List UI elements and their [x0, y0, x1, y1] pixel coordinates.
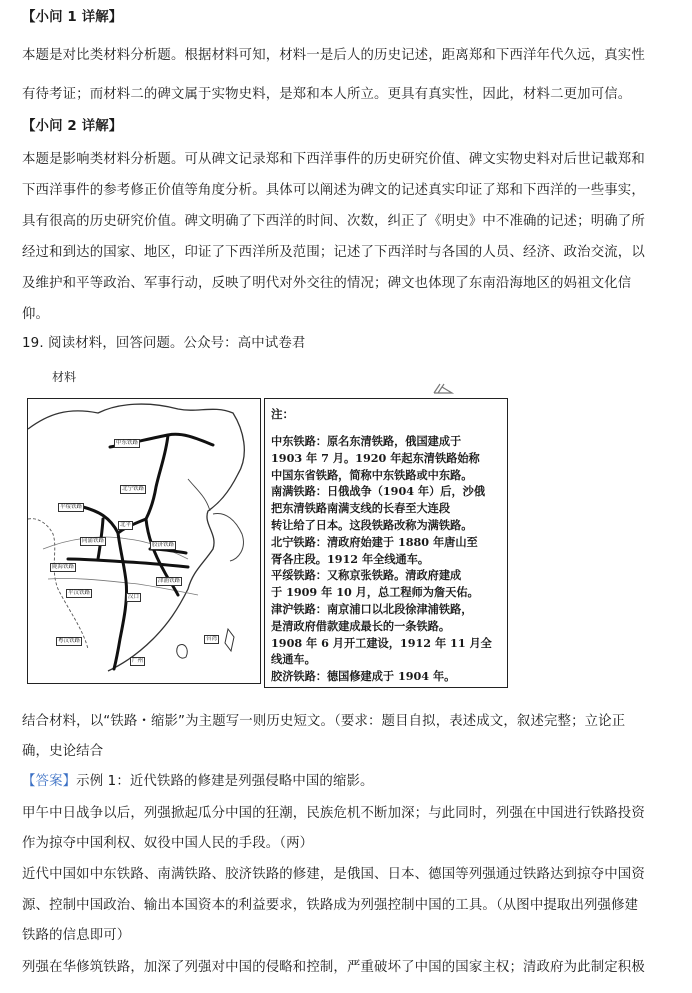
answer-line: 源、控制中国政治、输出本国资本的利益要求，铁路成为列强控制中国的工具。（从图中提取出列强修建 — [22, 898, 639, 913]
material-label: 材料 — [52, 370, 77, 384]
answer-first-line — [22, 772, 674, 792]
task-line: 结合材料，以“铁路・缩影”为主题写一则历史短文。（要求：题目自拟，表述成文，叙述完整；立论正 — [22, 714, 626, 729]
note-line: 1908 年 6 月开工建设，1912 年 11 月全 — [271, 635, 492, 650]
note-line: 胥各庄段。1912 年全线通车。 — [271, 551, 430, 566]
map-label-jinpu: 津浦铁路 — [158, 578, 181, 584]
answer-line: 铁路的信息即可） — [22, 928, 131, 943]
answer-line: 近代中国如中东铁路、南满铁路、胶济铁路的修建，是俄国、日本、德国等列强通过铁路达到掠夺中国资 — [22, 867, 645, 882]
paragraph-line: 具有很高的历史研究价值。碑文明确了下西洋的时间、次数，纠正了《明史》中不准确的记述；明确了所 — [22, 214, 645, 229]
note-line: 1903 年 7 月。1920 年起东清铁路始称 — [271, 450, 480, 465]
note-line: 南满铁路：日俄战争（1904 年）后，沙俄 — [271, 484, 486, 499]
answer-line: 甲午中日战争以后，列强掀起瓜分中国的狂潮，民族危机不断加深；与此同时，列强在中国进行铁路投资 — [22, 806, 645, 821]
pen-mark-icon — [432, 381, 454, 395]
task-line: 确，史论结合 — [22, 744, 104, 759]
note-line: 把东清铁路南满支线的长春至大连段 — [271, 501, 451, 516]
map-label-taiwan: 台湾 — [206, 636, 218, 642]
note-line: 胶济铁路：德国修建成于 1904 年。 — [271, 669, 456, 684]
question-19-stem: 19. 阅读材料，回答问题。公众号：高中试卷君 — [22, 336, 306, 351]
map-label-beiping: 北平 — [120, 522, 132, 528]
map-label-jiaoji: 胶济铁路 — [152, 542, 175, 548]
map-label-guangzhou: 广州 — [132, 658, 144, 664]
subquestion-2-heading: 【小问 2 详解】 — [22, 119, 123, 134]
note-line: 于 1909 年 10 月，总工程师为詹天佑。 — [271, 585, 479, 600]
answer-tag: 【答案】 — [22, 774, 77, 789]
note-line: 线通车。 — [271, 652, 316, 667]
paragraph-line: 本题是影响类材料分析题。可从碑文记录郑和下西洋事件的历史研究价值、碑文实物史料对后世记載郑和 — [22, 152, 645, 167]
railway-notes — [264, 398, 508, 688]
answer-line: 列强在华修筑铁路，加深了列强对中国的侵略和控制，严重破坏了中国的国家主权；清政府为此制定积极 — [22, 960, 645, 975]
note-line: 是清政府借款建成最长的一条铁路。 — [271, 618, 451, 633]
map-label-yuehan: 粤汉铁路 — [58, 638, 81, 644]
paragraph-line: 经过和到达的国家、地区，印证了下西洋所及范围；记述了下西洋时与各国的人员、经济、政治交流，以 — [22, 245, 645, 260]
note-line: 北宁铁路：清政府始建于 1880 年唐山至 — [271, 534, 478, 549]
note-line: 中东铁路：原名东清铁路，俄国建成于 — [271, 434, 462, 448]
answer-line: 作为掠夺中国利权、奴役中国人民的手段。（两） — [22, 836, 314, 851]
railway-map — [27, 398, 261, 684]
paragraph-line: 仰。 — [22, 307, 50, 322]
map-label-beining: 北宁铁路 — [122, 486, 145, 492]
map-label-longhai: 陇海铁路 — [52, 564, 75, 570]
paragraph-line: 本题是对比类材料分析题。根据材料可知，材料一是后人的历史记述，距离郑和下西洋年代久远，真实性 — [22, 48, 645, 63]
note-line: 平绥铁路：又称京张铁路。清政府建成 — [271, 568, 462, 583]
subquestion-1-heading: 【小问 1 详解】 — [22, 10, 123, 25]
note-line: 转让给了日本。这段铁路改称为满铁路。 — [271, 517, 473, 532]
paragraph-line: 有待考证；而材料二的碑文属于实物史料，是郑和本人所立。更具有真实性，因此，材料二更加可信。 — [22, 87, 632, 102]
map-label-zhongdong: 中东铁路 — [116, 440, 139, 446]
note-line: 津沪铁路：南京浦口以北段徐津浦铁路， — [271, 601, 473, 616]
map-label-tongpu: 同蒲铁路 — [82, 538, 105, 544]
paragraph-line: 下西洋事件的参考修正价值等角度分析。具体可以阐述为碑文的记述真实印证了郑和下西洋的一些事实， — [22, 183, 645, 198]
map-label-hankou: 汉口 — [128, 594, 140, 600]
note-line: 中国东省铁路，简称中东铁路或中东路。 — [271, 467, 473, 482]
map-label-pingsui: 平绥铁路 — [60, 504, 83, 510]
answer-example-title: 示例 1：近代铁路的修建是列强侵略中国的缩影。 — [76, 774, 374, 789]
note-title: 注： — [271, 407, 294, 421]
map-label-pinghan: 平汉铁路 — [68, 590, 91, 596]
paragraph-line: 及维护和平等政治、军事行动，反映了明代对外交往的情况；碑文也体现了东南沿海地区的妈祖文化信 — [22, 276, 632, 291]
